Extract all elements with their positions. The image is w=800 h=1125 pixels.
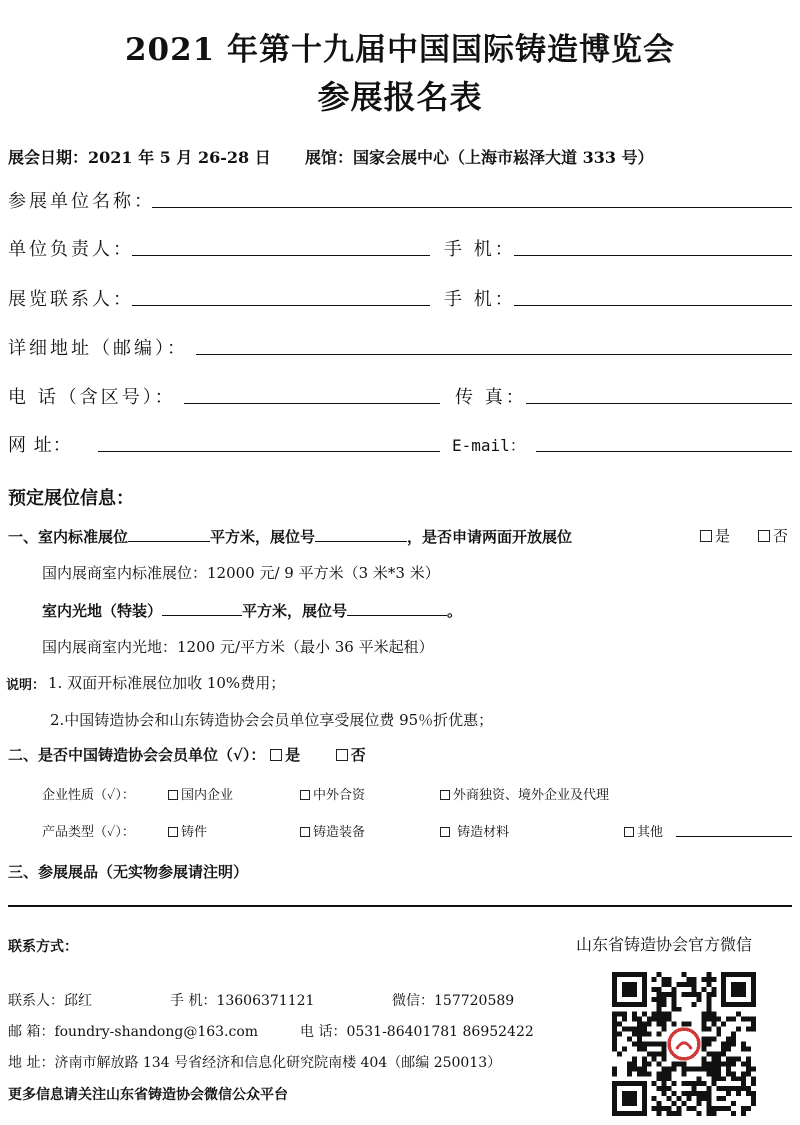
note-label: 说明： (6, 678, 46, 693)
divider (8, 905, 792, 907)
booking-heading: 预定展位信息： (8, 488, 134, 509)
checkbox-icon[interactable] (168, 827, 178, 837)
wechat-qr-code (612, 972, 756, 1116)
product-option-other[interactable] (624, 821, 663, 840)
exhibits-heading: 三、参展展品（无实物参展请注明） (8, 863, 249, 881)
option-label: 铸造装备 (313, 825, 366, 840)
email-label: E-mail： (452, 436, 526, 455)
raw-end-mark: 。 (447, 602, 463, 620)
mobile1-field[interactable] (514, 255, 792, 256)
raw-space-row (42, 599, 462, 621)
nature-label: 企业性质（✓）： (42, 788, 135, 803)
checkbox-icon[interactable] (440, 827, 450, 837)
fax-label: 传 真： (455, 387, 527, 408)
mobile1-label: 手 机： (444, 239, 516, 260)
checkbox-icon[interactable] (440, 790, 450, 800)
address-label: 详细地址（邮编）： (8, 338, 188, 359)
yes-label: 是 (285, 746, 301, 764)
option-label: 其他 (637, 825, 664, 840)
checkbox-icon[interactable] (168, 790, 178, 800)
expo-date: 展会日期：2021 年 5 月 26-28 日 (8, 148, 271, 167)
nature-option-domestic[interactable] (168, 784, 233, 803)
nature-option-jv[interactable] (300, 784, 365, 803)
mobile2-label: 手 机： (444, 289, 516, 310)
address-field[interactable] (196, 354, 792, 355)
no-label: 否 (350, 746, 366, 764)
double-open-no[interactable] (758, 525, 788, 546)
yes-label: 是 (715, 527, 731, 545)
contact-heading: 联系方式： (8, 939, 78, 955)
product-other-field[interactable] (676, 836, 792, 837)
no-label: 否 (773, 527, 789, 545)
company-label: 参展单位名称： (8, 191, 155, 212)
phone-label: 电 话（含区号）： (8, 387, 176, 408)
checkbox-icon[interactable] (270, 749, 282, 761)
company-field[interactable] (152, 207, 792, 208)
option-label: 铸造材料 (453, 825, 510, 840)
raw-area-unit: 平方米，展位号 (242, 602, 348, 620)
form-title-line2: 参展报名表 (317, 78, 483, 116)
contact-mobile: 手 机：13606371121 (170, 993, 315, 1009)
expo-venue: 展馆：国家会展中心（上海市崧泽大道 333 号） (305, 148, 654, 167)
note-2: 2.中国铸造协会和山东铸造协会会员单位享受展位费 95％折优惠； (50, 711, 494, 729)
manager-label: 单位负责人： (8, 239, 134, 260)
checkbox-icon[interactable] (700, 530, 712, 542)
email-field[interactable] (536, 451, 792, 452)
double-open-yes[interactable] (700, 525, 730, 546)
nature-option-foreign[interactable] (440, 784, 609, 803)
option-label: 国内企业 (181, 788, 234, 803)
checkbox-icon[interactable] (300, 827, 310, 837)
double-open-question: ，是否申请两面开放展位 (407, 528, 573, 546)
raw-space-label: 室内光地（特装） (42, 602, 163, 620)
qr-logo-icon (667, 1027, 702, 1062)
standard-booth-row (8, 525, 572, 547)
option-label: 铸件 (181, 825, 208, 840)
raw-booth-number-field[interactable] (347, 599, 447, 616)
standard-booth-price: 国内展商室内标准展位：12000 元/ 9 平方米（3 米*3 米） (42, 564, 440, 582)
website-field[interactable] (98, 451, 440, 452)
contact-address: 地 址：济南市解放路 134 号省经济和信息化研究院南楼 404（邮编 250013） (8, 1055, 502, 1071)
note-1: 1. 双面开标准展位加收 10%费用； (48, 674, 286, 692)
contact-person: 联系人：邱红 (8, 993, 92, 1009)
standard-area-field[interactable] (128, 525, 210, 542)
raw-space-price: 国内展商室内光地：1200 元/平方米（最小 36 平米起租） (42, 638, 434, 656)
form-title-line1: 2021 年第十九届中国国际铸造博览会 (124, 32, 676, 68)
checkbox-icon[interactable] (300, 790, 310, 800)
standard-area-unit: 平方米，展位号 (210, 528, 316, 546)
more-info: 更多信息请关注山东省铸造协会微信公众平台 (8, 1087, 288, 1103)
member-yes[interactable] (270, 746, 300, 764)
option-label: 中外合资 (313, 788, 366, 803)
contact-field[interactable] (132, 305, 430, 306)
product-label: 产品类型（✓）： (42, 825, 135, 840)
product-option-equipment[interactable] (300, 821, 365, 840)
member-no[interactable] (336, 746, 366, 764)
manager-field[interactable] (132, 255, 430, 256)
member-question: 二、是否中国铸造协会会员单位（√）： (8, 746, 266, 764)
checkbox-icon[interactable] (336, 749, 348, 761)
mobile2-field[interactable] (514, 305, 792, 306)
standard-booth-number-field[interactable] (315, 525, 407, 542)
checkbox-icon[interactable] (624, 827, 634, 837)
standard-booth-label: 一、室内标准展位 (8, 528, 129, 546)
option-label: 外商独资、境外企业及代理 (453, 788, 610, 803)
product-option-materials[interactable] (440, 821, 509, 840)
contact-wechat: 微信：157720589 (392, 993, 515, 1009)
contact-tel: 电 话：0531-86401781 86952422 (300, 1024, 534, 1040)
website-label: 网 址： (8, 435, 72, 456)
phone-field[interactable] (184, 403, 440, 404)
product-option-castings[interactable] (168, 821, 207, 840)
fax-field[interactable] (526, 403, 792, 404)
contact-mail: 邮 箱：foundry-shandong@163.com (8, 1024, 259, 1040)
checkbox-icon[interactable] (758, 530, 770, 542)
member-row (8, 744, 366, 765)
contact-label: 展览联系人： (8, 289, 134, 310)
wechat-title: 山东省铸造协会官方微信 (576, 937, 753, 954)
raw-area-field[interactable] (162, 599, 242, 616)
